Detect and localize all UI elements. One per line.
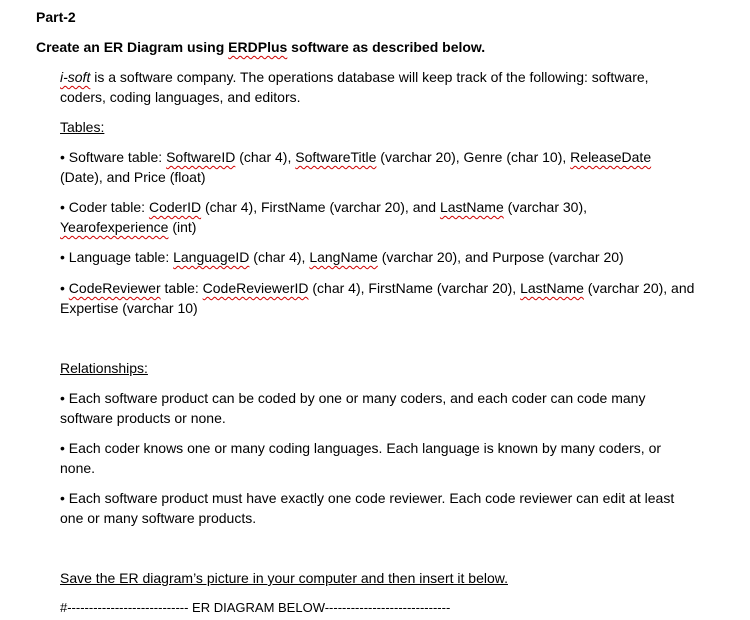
software-table-line-2: (Date), and Price (float): [60, 169, 206, 185]
language-table-line: [60, 247, 624, 267]
reviewer-last: LastName: [520, 280, 584, 296]
language-p3: (varchar 20), and Purpose (varchar 20): [377, 249, 624, 265]
intro-before: Create an ER Diagram using: [36, 39, 229, 55]
reviewer-p1: •: [60, 280, 69, 296]
reviewer-p3: (char 4), FirstName (varchar 20),: [308, 280, 521, 296]
company-text: is a software company. The operations database will keep track of the following: software,: [90, 69, 649, 85]
coder-id: CoderID: [148, 199, 202, 215]
reviewer-p2: table:: [160, 280, 203, 296]
coder-p4: (int): [168, 219, 197, 235]
reviewer-id: CodeReviewerID: [202, 280, 309, 296]
reviewer-table-line-2: Expertise (varchar 10): [60, 300, 198, 316]
software-table-line-1: [60, 147, 651, 167]
relationships-heading: Relationships:: [60, 360, 148, 376]
coder-p2: (char 4), FirstName (varchar 20), and: [201, 199, 440, 215]
relationship-3-line-2: one or many software products.: [60, 510, 257, 526]
language-p1: • Language table:: [60, 249, 174, 265]
intro-line: [36, 37, 485, 57]
intro-after: software as described below.: [287, 39, 486, 55]
language-id: LanguageID: [173, 249, 250, 265]
software-title: SoftwareTitle: [295, 149, 377, 165]
software-id: SoftwareID: [166, 149, 236, 165]
company-name: i-soft: [60, 69, 91, 85]
reviewer-table-line-1: [60, 278, 694, 298]
software-p2: (char 4),: [235, 149, 296, 165]
relationship-2-line-2: none.: [60, 460, 96, 476]
relationship-3-line-1: • Each software product must have exactly one code reviewer. Each code reviewer can edit at least: [60, 490, 675, 506]
coder-years: Yearofexperience: [60, 219, 169, 235]
software-release: ReleaseDate: [570, 149, 652, 165]
relationship-2-line-1: • Each coder knows one or many coding languages. Each language is known by many coders, or: [60, 440, 662, 456]
coder-table-line-1: [60, 197, 587, 217]
company-line-1: [60, 67, 649, 87]
software-p3: (varchar 20), Genre (char 10),: [376, 149, 571, 165]
reviewer-name: CodeReviewer: [68, 280, 161, 296]
diagram-marker: #---------------------------- ER DIAGRAM BELOW-----------------------------: [60, 600, 451, 615]
coder-last: LastName: [439, 199, 504, 215]
coder-p3: (varchar 30),: [503, 199, 588, 215]
language-p2: (char 4),: [249, 249, 310, 265]
tool-name: ERDPlus: [228, 39, 288, 55]
relationship-1-line-2: software products or none.: [60, 410, 226, 426]
tables-heading: Tables:: [60, 119, 105, 135]
company-line-2: coders, coding languages, and editors.: [60, 89, 301, 105]
coder-p1: • Coder table:: [60, 199, 149, 215]
coder-table-line-2: [60, 217, 196, 237]
reviewer-p4: (varchar 20), and: [583, 280, 695, 296]
save-instruction: Save the ER diagram’s picture in your computer and then insert it below.: [60, 570, 508, 586]
relationship-1-line-1: • Each software product can be coded by one or many coders, and each coder can code many: [60, 390, 646, 406]
software-p1: • Software table:: [60, 149, 167, 165]
part-heading: Part-2: [36, 9, 76, 25]
language-name: LangName: [309, 249, 378, 265]
